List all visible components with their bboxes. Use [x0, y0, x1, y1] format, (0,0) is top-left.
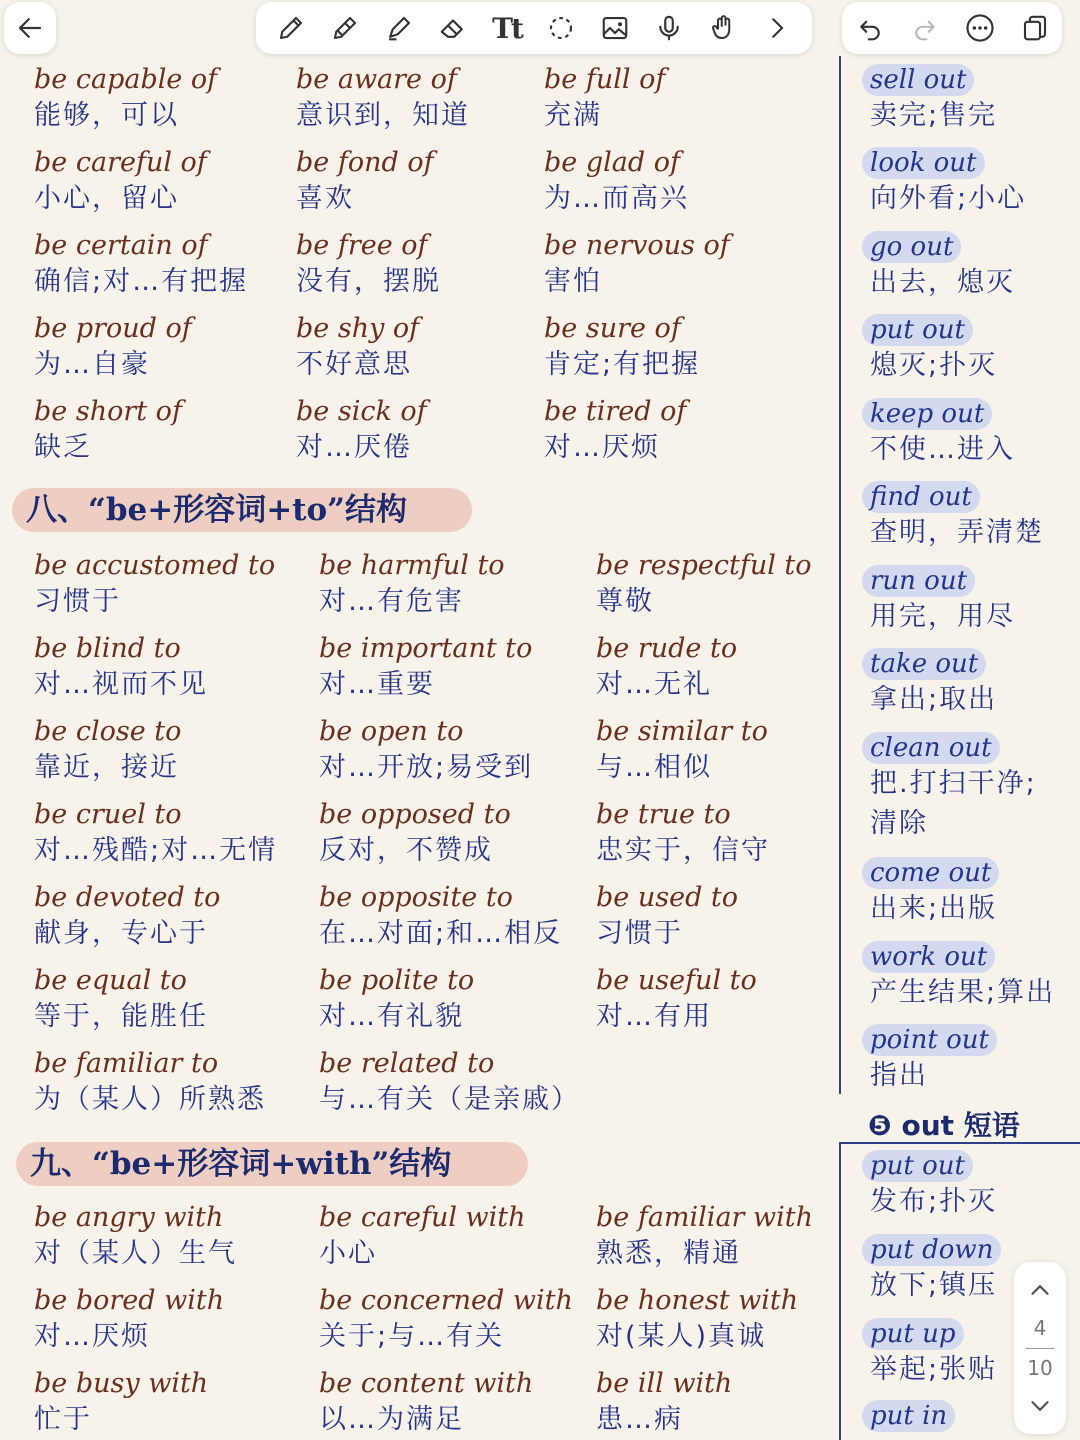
out-box-left-border	[839, 1142, 841, 1440]
out-phrase: take out 拿出;取出	[862, 648, 997, 720]
phrase-entry: be bored with 对…厌烦	[34, 1285, 225, 1352]
toolbar	[0, 0, 1080, 56]
phrase-entry: be familiar with 熟悉，精通	[596, 1202, 814, 1269]
hand-gesture-icon[interactable]	[705, 10, 741, 46]
out-phrase: come out 出来;出版	[862, 857, 999, 929]
undo-icon[interactable]	[852, 10, 888, 46]
phrase-entry: be opposite to 在…对面;和…相反	[319, 882, 563, 949]
eraser-icon[interactable]	[435, 10, 471, 46]
page-separator	[1026, 1348, 1054, 1349]
phrase-entry: be shy of 不好意思	[296, 313, 420, 380]
out-phrase: put out 熄灭;扑灭	[862, 314, 997, 386]
out-phrase: put up 举起;张贴	[862, 1318, 997, 1390]
section-heading-be-adj-to: 八、“be+形容词+to”结构	[12, 488, 472, 532]
out-phrase: sell out 卖完;售完	[862, 64, 997, 136]
phrase-entry: be angry with 对（某人）生气	[34, 1202, 237, 1269]
phrase-entry: be certain of 确信;对…有把握	[34, 230, 249, 297]
out-section-title: ❺ out 短语	[868, 1109, 1020, 1142]
out-phrase: work out 产生结果;算出	[862, 941, 1055, 1013]
notebook-page	[0, 56, 838, 1440]
phrase-entry: be concerned with 关于;与…有关	[319, 1285, 573, 1352]
chevron-down-icon[interactable]	[1022, 1388, 1058, 1424]
phrase-entry: be devoted to 献身，专心于	[34, 882, 221, 949]
current-page: 4	[1033, 1315, 1047, 1340]
phrase-entry: be equal to 等于，能胜任	[34, 965, 208, 1032]
phrase-entry: be tired of 对…厌烦	[544, 396, 687, 463]
pencil-icon[interactable]	[327, 10, 363, 46]
chevron-up-icon[interactable]	[1022, 1272, 1058, 1308]
phrase-entry: be fond of 喜欢	[296, 147, 434, 214]
chevron-right-icon[interactable]	[759, 10, 795, 46]
more-icon[interactable]	[962, 10, 998, 46]
text-icon[interactable]: Tt	[492, 11, 522, 45]
phrase-entry: be nervous of 害怕	[544, 230, 730, 297]
phrase-entry: be careful with 小心	[319, 1202, 526, 1269]
phrase-entry: be short of 缺乏	[34, 396, 182, 463]
image-icon[interactable]	[597, 10, 633, 46]
phrase-entry: be harmful to 对…有危害	[319, 550, 505, 617]
page-indicator	[1014, 1262, 1066, 1434]
out-phrase: look out 向外看;小心	[862, 147, 1026, 219]
total-pages: 10	[1027, 1356, 1053, 1381]
phrase-entry: be similar to 与…相似	[596, 716, 768, 783]
out-phrase: put in	[862, 1400, 955, 1432]
phrase-entry: be ill with 患…病	[596, 1368, 733, 1435]
phrase-entry: be capable of 能够，可以	[34, 64, 218, 131]
lasso-icon[interactable]	[543, 10, 579, 46]
phrase-entry: be useful to 对…有用	[596, 965, 757, 1032]
phrase-entry: be related to 与…有关（是亲戚）	[319, 1048, 580, 1115]
phrase-entry: be polite to 对…有礼貌	[319, 965, 475, 1032]
phrase-entry: be accustomed to 习惯于	[34, 550, 276, 617]
phrase-entry: be important to 对…重要	[319, 633, 533, 700]
highlighter-icon[interactable]	[381, 10, 417, 46]
phrase-entry: be blind to 对…视而不见	[34, 633, 208, 700]
out-phrase: point out 指出	[862, 1024, 997, 1096]
phrase-entry: be content with 以…为满足	[319, 1368, 534, 1435]
out-phrase: find out 查明，弄清楚	[862, 481, 1044, 553]
document-actions	[842, 2, 1062, 54]
phrase-entry: be aware of 意识到，知道	[296, 64, 470, 131]
phrase-entry: be honest with 对(某人)真诚	[596, 1285, 799, 1352]
phrase-entry: be glad of 为…而高兴	[544, 147, 689, 214]
column-divider	[839, 56, 841, 1094]
phrase-entry: be close to 靠近，接近	[34, 716, 182, 783]
arrow-left-icon	[12, 10, 48, 46]
redo-icon[interactable]	[907, 10, 943, 46]
phrase-entry: be careful of 小心，留心	[34, 147, 207, 214]
phrase-entry: be open to 对…开放;易受到	[319, 716, 534, 783]
pages-icon[interactable]	[1017, 10, 1053, 46]
tool-palette	[256, 2, 812, 54]
phrase-entry: be proud of 为…自豪	[34, 313, 192, 380]
phrase-entry: be free of 没有，摆脱	[296, 230, 441, 297]
phrase-entry: be used to 习惯于	[596, 882, 739, 949]
phrase-entry: be busy with 忙于	[34, 1368, 209, 1435]
out-phrase: put down 放下;镇压	[862, 1234, 1001, 1306]
pen-icon[interactable]	[273, 10, 309, 46]
phrase-entry: be sure of 肯定;有把握	[544, 313, 701, 380]
phrase-entry: be familiar to 为（某人）所熟悉	[34, 1048, 266, 1115]
phrase-entry: be rude to 对…无礼	[596, 633, 738, 700]
phrase-entry: be sick of 对…厌倦	[296, 396, 427, 463]
phrase-entry: be respectful to 尊敬	[596, 550, 812, 617]
microphone-icon[interactable]	[651, 10, 687, 46]
phrase-entry: be opposed to 反对，不赞成	[319, 799, 511, 866]
out-phrase: go out 出去，熄灭	[862, 231, 1015, 303]
section-heading-be-adj-with: 九、“be+形容词+with”结构	[16, 1142, 528, 1186]
out-phrase: put out 发布;扑灭	[862, 1150, 997, 1222]
phrase-entry: be true to 忠实于，信守	[596, 799, 770, 866]
out-phrase: keep out 不使…进入	[862, 398, 1015, 470]
phrase-entry: be full of 充满	[544, 64, 666, 131]
out-phrase: clean out 把.打扫干净; 清除	[862, 732, 1037, 844]
out-phrase: run out 用完，用尽	[862, 565, 1015, 637]
phrase-entry: be cruel to 对…残酷;对…无情	[34, 799, 278, 866]
back-button[interactable]	[4, 2, 56, 54]
